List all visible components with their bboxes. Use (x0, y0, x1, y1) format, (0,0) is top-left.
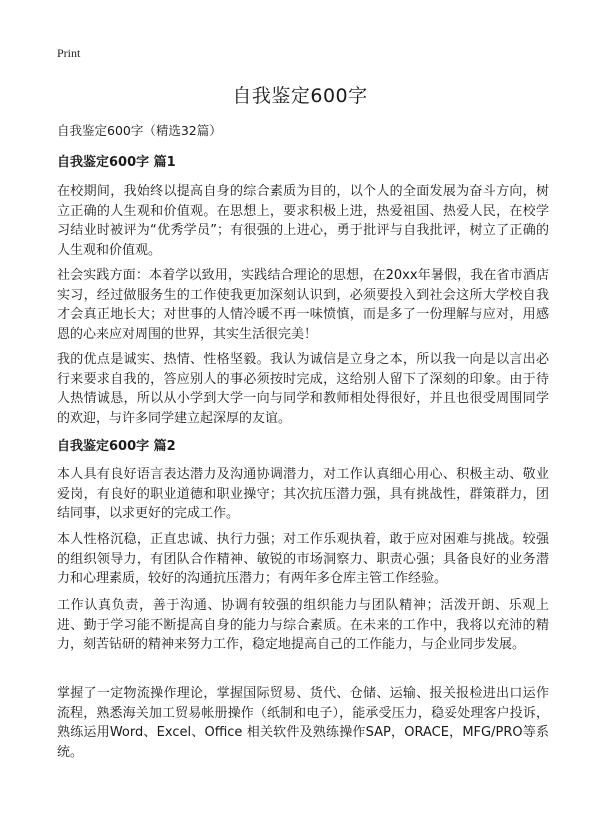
paragraph: 掌握了一定物流操作理论，掌握国际贸易、货代、仓储、运输、报关报检进出口运作流程，熟悉海关加工贸易帐册操作（纸制和电子），能承受压力，稳妥处理客户投诉，熟练运用Word、Excel、Office 相关软件及熟练操作SAP，ORACE，MFG/PRO等系统。 (57, 686, 549, 760)
document-subtitle: 自我鉴定600字（精选32篇） (57, 123, 222, 138)
paragraph: 社会实践方面：本着学以致用，实践结合理论的思想，在20xx年暑假，我在省市酒店实习，经过做服务生的工作使我更加深刻认识到，必须要投入到社会这所大学校自我才会真正地长大；对世事的人情冷暖不再一味愤慎，而是多了一份理解与应对，用感恩的心来应对周围的世界，其实生活很完美！ (57, 268, 549, 342)
paragraph: 我的优点是诚实、热情、性格坚毅。我认为诚信是立身之本，所以我一向是以言出必行来要求自我的，答应别人的事必须按时完成，这给别人留下了深刻的印象。由于待人热情诚恳，所以从小学到大学一向与同学和教师相处得很好，并且也很受周围同学的欢迎，与许多同学建立起深厚的友谊。 (57, 352, 549, 426)
paragraph: 在校期间，我始终以提高自身的综合素质为目的，以个人的全面发展为奋斗方向，树立正确的人生观和价值观。在思想上，要求积极上进，热爱祖国、热爱人民，在校学习结业时被评为“优秀学员”；有很强的上进心，勇于批评与自我批评，树立了正确的人生观和价值观。 (57, 184, 549, 258)
paragraph: 工作认真负责，善于沟通、协调有较强的组织能力与团队精神；活泼开朗、乐观上进、勤于学习能不断提高自身的能力与综合素质。在未来的工作中，我将以充沛的精力，刻苦钻研的精神来努力工作，稳定地提高自己的工作能力，与企业同步发展。 (57, 598, 549, 652)
section-heading-1: 自我鉴定600字 篇1 (57, 155, 176, 170)
paragraph: 本人具有良好语言表达潜力及沟通协调潜力，对工作认真细心用心、积极主动、敬业爱岗，有良好的职业道德和职业操守；其次抗压潜力强，具有挑战性，群策群力，团结同事，以求更好的完成工作。 (57, 467, 549, 521)
print-link[interactable]: Print (57, 46, 81, 60)
page-title: 自我鉴定600字 (232, 85, 368, 107)
section-heading-2: 自我鉴定600字 篇2 (57, 439, 176, 454)
paragraph: 本人性格沉稳，正直忠诚、执行力强；对工作乐观执着，敢于应对困难与挑战。较强的组织领导力，有团队合作精神、敏锐的市场洞察力、职责心强；具备良好的业务潜力和心理素质，较好的沟通抗压潜力；有两年多仓库主管工作经验。 (57, 532, 549, 586)
